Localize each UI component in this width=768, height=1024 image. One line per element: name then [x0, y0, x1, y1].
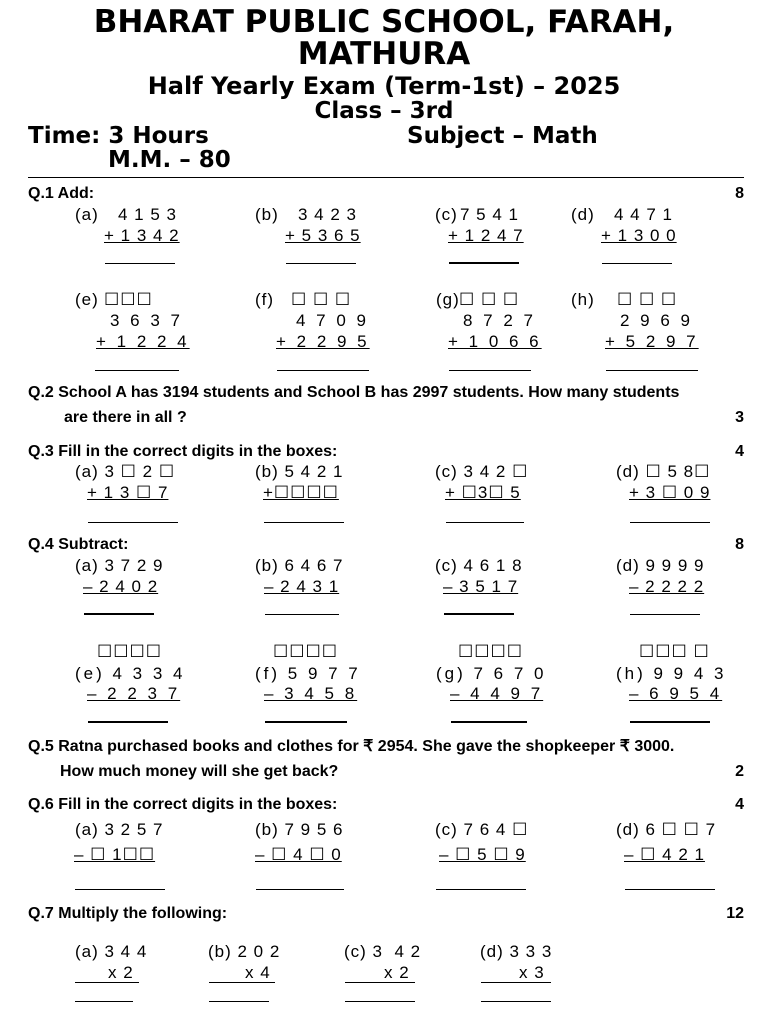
q2-marks: 3: [735, 409, 744, 426]
q4a-answer-line: [84, 613, 154, 615]
school-name: BHARAT PUBLIC SCHOOL, FARAH,: [93, 4, 675, 40]
q1b-answer-line: [286, 263, 356, 264]
q1g-answer-line: [449, 370, 531, 371]
q4d-top: (d) 9 9 9 9: [616, 556, 705, 575]
q3a-bottom: + 1 3 ☐ 7: [87, 483, 169, 502]
q6-marks: 4: [735, 796, 744, 813]
q3b-answer-line: [264, 522, 344, 523]
q2-text: Q.2 School A has 3194 students and School B has 2997 students. How many students: [28, 384, 680, 401]
q1a-bottom: + 1 3 4 2: [104, 226, 180, 245]
q4g-answer-line: [451, 721, 527, 723]
q1a-answer-line: [105, 263, 175, 264]
q6a-answer-line: [75, 889, 165, 890]
q6b-answer-line: [256, 889, 344, 890]
q3d-bottom: + 3 ☐ 0 9: [629, 483, 711, 502]
class-label: Class – 3rd: [314, 98, 454, 124]
q2-text-cont: are there in all ?: [64, 409, 187, 426]
q3d-answer-line: [630, 522, 710, 523]
q6-title: Q.6 Fill in the correct digits in the boxes:: [28, 796, 338, 813]
q6d-bottom: – ☐ 4 2 1: [624, 845, 705, 864]
max-marks-label: M.M. – 80: [108, 147, 231, 173]
q3d-top: (d) ☐ 5 8☐: [616, 462, 711, 481]
q1f-label: (f): [255, 290, 275, 309]
q1-title: Q.1 Add:: [28, 185, 95, 202]
q1e-bottom: + 1 2 2 4: [96, 332, 190, 351]
q6b-top: (b) 7 9 5 6: [255, 820, 344, 839]
q3-marks: 4: [735, 443, 744, 460]
q4h-bottom: – 6 9 5 4: [629, 684, 723, 703]
q1c-label: (c): [435, 205, 458, 224]
q4h-top: (h) 9 9 4 3: [616, 664, 727, 683]
q1g-top: 8 7 2 7: [463, 311, 536, 330]
q4b-bottom: – 2 4 3 1: [264, 577, 340, 596]
q7-marks: 12: [726, 905, 744, 922]
q1h-answer-line: [606, 370, 698, 371]
q4c-bottom: – 3 5 1 7: [443, 577, 519, 596]
q4c-answer-line: [444, 613, 514, 615]
q1e-boxes: ☐☐☐: [104, 290, 153, 309]
q1f-bottom: + 2 2 9 5: [276, 332, 370, 351]
q7c-top: (c) 3 4 2: [344, 942, 422, 961]
q3c-top: (c) 3 4 2 ☐: [435, 462, 529, 481]
q1e-answer-line: [95, 370, 179, 371]
q1d-top: 4 4 7 1: [614, 205, 673, 224]
q1f-answer-line: [277, 370, 369, 371]
q6c-answer-line: [436, 889, 526, 890]
q4b-answer-line: [265, 614, 339, 615]
q1f-top: 4 7 0 9: [296, 311, 369, 330]
q4e-boxes: ☐☐☐☐: [97, 642, 162, 661]
q4a-top: (a) 3 7 2 9: [75, 556, 164, 575]
q4f-bottom: – 3 4 5 8: [264, 684, 358, 703]
q7a-answer-line: [75, 1001, 133, 1002]
q1d-answer-line: [602, 263, 672, 264]
q6d-answer-line: [625, 889, 715, 890]
q7d-top: (d) 3 3 3: [480, 942, 553, 961]
q6a-bottom: – ☐ 1☐☐: [74, 845, 156, 864]
q6d-top: (d) 6 ☐ ☐ 7: [616, 820, 717, 839]
q3b-bottom: +☐☐☐☐: [263, 483, 339, 502]
q1g-bottom: + 1 0 6 6: [448, 332, 542, 351]
q1h-bottom: + 5 2 9 7: [605, 332, 699, 351]
q5-text: Q.5 Ratna purchased books and clothes for ₹ 2954. She gave the shopkeeper ₹ 3000.: [28, 738, 675, 755]
q4c-top: (c) 4 6 1 8: [435, 556, 523, 575]
q1h-label: (h): [571, 290, 595, 309]
q1b-bottom: + 5 3 6 5: [285, 226, 361, 245]
q6c-top: (c) 7 6 4 ☐: [435, 820, 529, 839]
school-location: MATHURA: [297, 36, 471, 72]
q5-text-cont: How much money will she get back?: [60, 763, 339, 780]
q4f-answer-line: [265, 721, 347, 723]
q3b-top: (b) 5 4 2 1: [255, 462, 344, 481]
q4g-top: (g) 7 6 7 0: [436, 664, 547, 683]
q1b-top: 3 4 2 3: [298, 205, 357, 224]
q4e-bottom: – 2 2 3 7: [87, 684, 181, 703]
q4d-bottom: – 2 2 2 2: [629, 577, 705, 596]
q7b-bottom: x 4: [245, 963, 271, 982]
q1a-label: (a): [75, 205, 99, 224]
header-divider: [28, 177, 744, 178]
q1c-answer-line: [449, 262, 519, 264]
q4b-top: (b) 6 4 6 7: [255, 556, 344, 575]
q7b-answer-line: [209, 1001, 269, 1002]
q1f-boxes: ☐ ☐ ☐: [291, 290, 352, 309]
q7c-answer-line: [345, 1001, 415, 1002]
q1e-label: (e): [75, 290, 99, 309]
q1e-top: 3 6 3 7: [110, 311, 183, 330]
q3c-answer-line: [446, 522, 524, 523]
q1d-label: (d): [571, 205, 595, 224]
q1a-top: 4 1 5 3: [118, 205, 177, 224]
q3c-bottom: + ☐3☐ 5: [445, 483, 521, 502]
q4a-bottom: – 2 4 0 2: [83, 577, 159, 596]
q1b-label: (b): [255, 205, 279, 224]
q1c-bottom: + 1 2 4 7: [448, 226, 524, 245]
q7c-bottom: x 2: [384, 963, 410, 982]
q4h-boxes: ☐☐☐ ☐: [639, 642, 710, 661]
q7d-bottom: x 3: [519, 963, 545, 982]
q7d-answer-line: [481, 1001, 551, 1002]
q1c-top: 7 5 4 1: [460, 205, 519, 224]
q1-marks: 8: [735, 185, 744, 202]
q4h-answer-line: [630, 721, 710, 723]
q1h-top: 2 9 6 9: [620, 311, 693, 330]
q4f-top: (f) 5 9 7 7: [255, 664, 361, 683]
q7a-bottom: x 2: [108, 963, 134, 982]
q3a-answer-line: [88, 522, 178, 523]
q1g-label: (g): [436, 290, 460, 309]
q4f-boxes: ☐☐☐☐: [273, 642, 338, 661]
q3a-top: (a) 3 ☐ 2 ☐: [75, 462, 176, 481]
q4-marks: 8: [735, 536, 744, 553]
q7-title: Q.7 Multiply the following:: [28, 905, 228, 922]
q6c-bottom: – ☐ 5 ☐ 9: [439, 845, 526, 864]
q1h-boxes: ☐ ☐ ☐: [617, 290, 678, 309]
q4g-boxes: ☐☐☐☐: [458, 642, 523, 661]
time-label: Time: 3 Hours: [28, 123, 209, 149]
q4g-bottom: – 4 4 9 7: [450, 684, 544, 703]
q7a-top: (a) 3 4 4: [75, 942, 148, 961]
q4-title: Q.4 Subtract:: [28, 536, 129, 553]
q5-marks: 2: [735, 763, 744, 780]
q4d-answer-line: [630, 614, 700, 615]
q1d-bottom: + 1 3 0 0: [601, 226, 677, 245]
subject-label: Subject – Math: [407, 123, 598, 149]
q4e-top: (e) 4 3 3 4: [75, 664, 186, 683]
q6a-top: (a) 3 2 5 7: [75, 820, 164, 839]
q4e-answer-line: [88, 721, 168, 723]
q1g-boxes: ☐ ☐ ☐: [459, 290, 520, 309]
q7b-top: (b) 2 0 2: [208, 942, 281, 961]
q3-title: Q.3 Fill in the correct digits in the boxes:: [28, 443, 338, 460]
exam-title: Half Yearly Exam (Term-1st) – 2025: [147, 72, 621, 100]
q6b-bottom: – ☐ 4 ☐ 0: [255, 845, 342, 864]
